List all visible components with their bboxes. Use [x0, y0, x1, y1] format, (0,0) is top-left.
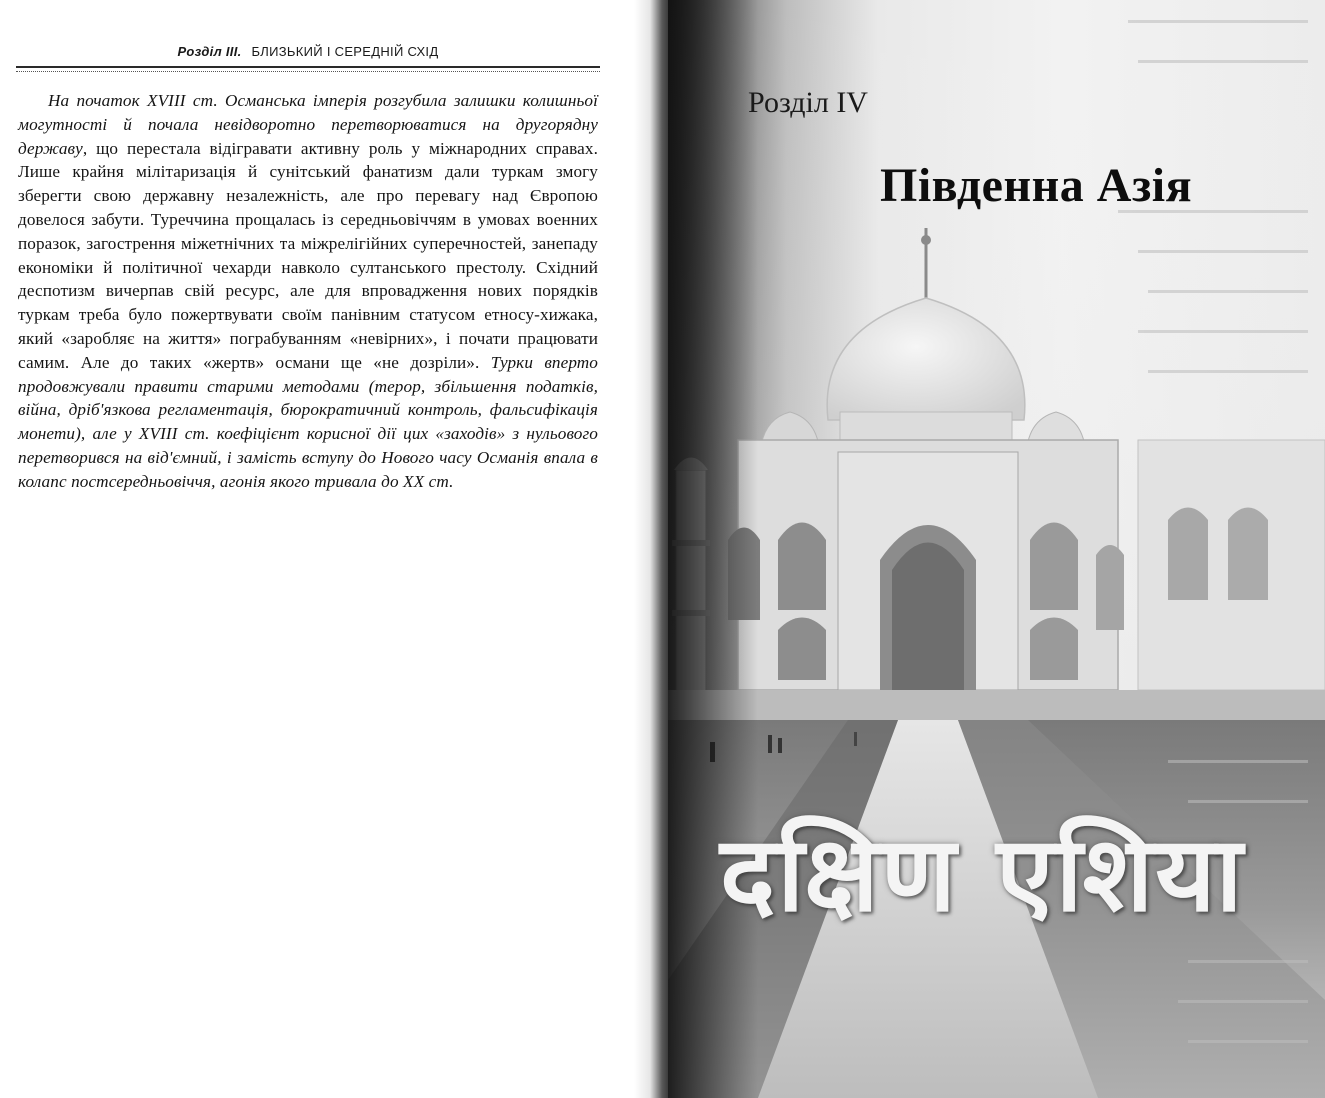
running-head-section: Розділ III.	[177, 44, 242, 59]
header-rule	[16, 66, 600, 72]
left-page	[0, 0, 660, 1098]
paragraph-regular-span: , що перестала відігравати активну роль у міжнародних справах. Лише крайня мілітаризація й сунітський фанатизм дали туркам змогу зберегти свою державну незалежність, але про перевагу над Європою довелося забути. Туреччина прощалась із середньовіччям в умовах военних поразок, загострення міжетнічних та міжрелігійних суперечностей, занепаду економіки й політичної чехарди навколо султанського престолу. Східний деспотизм вичерпав свій ресурс, але для впровадження нових порядків туркам треба було пожертвувати своїм панівним статусом етносу-хижака, який «заробляє на життя» пограбуванням «невірних», і почати працювати самим. Але до таких «жертв» османи ще «не дозріли».	[18, 138, 598, 372]
body-paragraph	[18, 89, 598, 494]
running-head-title: БЛИЗЬКИЙ І СЕРЕДНІЙ СХІД	[251, 44, 439, 59]
devanagari-title: दक्षिण एशिया	[720, 813, 1245, 935]
running-head	[16, 44, 600, 59]
chapter-label: Розділ IV	[748, 86, 868, 119]
right-page	[668, 0, 1325, 1098]
paragraph-italic-span: На початок XVIII ст. Османська імперія розгубила залишки колишньої могутності й почала невідворотно перетворюватися на другорядну державу	[18, 91, 598, 158]
paragraph-italic-span: Турки вперто продовжували правити старими методами (терор, збільшення податків, війна, дріб'язкова регламентація, бюрократичний контроль, фальсифікація монети), але у XVIII ст. коефіцієнт корисної дії цих «заходів» з нульового перетворився на від'ємний, і замість вступу до Нового часу Османія впала в колапс постсередньовіччя, агонія якого тривала до XX ст.	[18, 352, 598, 491]
chapter-title: Південна Азія	[880, 159, 1193, 212]
